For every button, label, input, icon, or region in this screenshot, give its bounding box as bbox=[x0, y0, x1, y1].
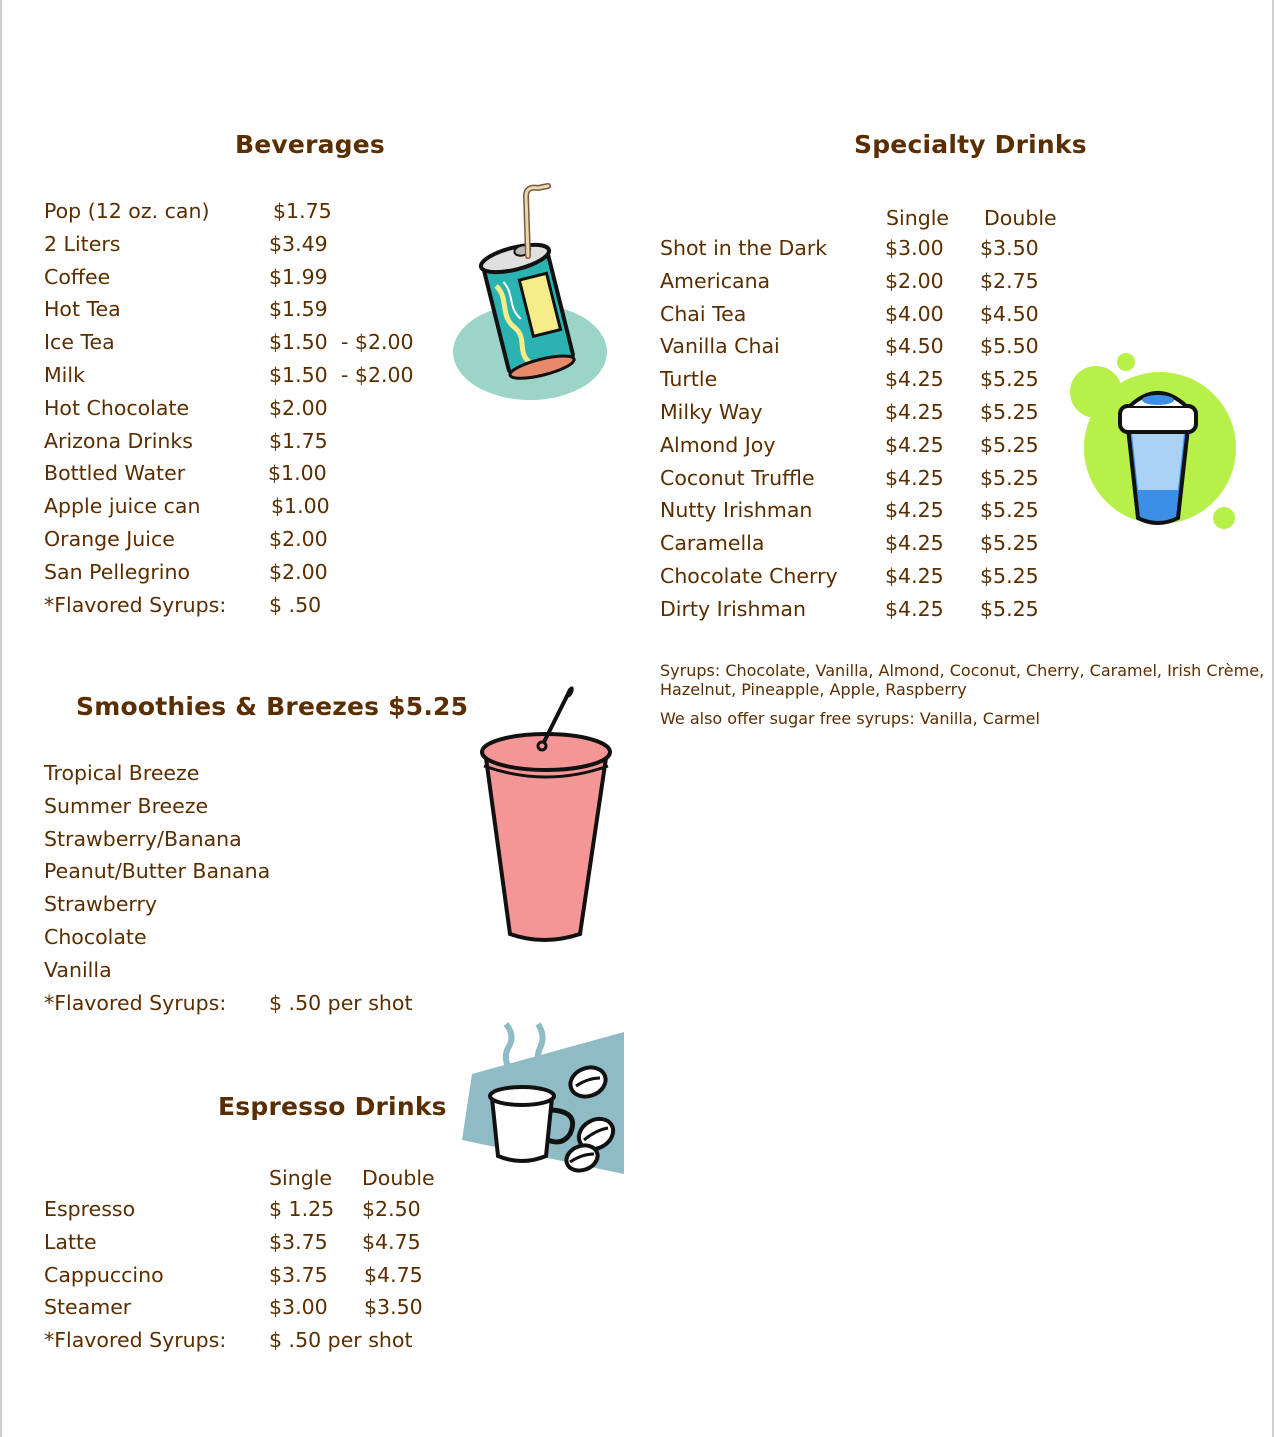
item-price-single: $3.75 bbox=[269, 1262, 328, 1287]
syrups-note-line2: Hazelnut, Pineapple, Apple, Raspberry bbox=[660, 680, 967, 699]
item-name: Americana bbox=[660, 268, 771, 293]
item-name: Cappuccino bbox=[44, 1262, 164, 1287]
item-name: Nutty Irishman bbox=[660, 498, 813, 523]
item-name: Chai Tea bbox=[660, 301, 747, 326]
item-price: $1.59 bbox=[269, 297, 328, 322]
item-price-double: $3.50 bbox=[980, 236, 1039, 260]
espresso-row bbox=[0, 1197, 1274, 1230]
item-price-double: $5.50 bbox=[980, 334, 1039, 359]
specialty-row bbox=[0, 302, 1274, 335]
specialty-heading: Specialty Drinks bbox=[854, 130, 1087, 159]
item-price-alt: - $2.00 bbox=[341, 330, 414, 355]
item-price-single: $4.50 bbox=[885, 334, 944, 359]
item-price-double: $5.25 bbox=[980, 596, 1039, 621]
soda-can-icon bbox=[448, 178, 618, 410]
item-price-double: $5.25 bbox=[980, 498, 1039, 523]
item-price-single: $4.25 bbox=[885, 564, 944, 588]
item-name: Orange Juice bbox=[44, 527, 175, 551]
item-name: Caramella bbox=[660, 531, 765, 556]
item-name: Coconut Truffle bbox=[660, 465, 815, 490]
item-price: $2.00 bbox=[269, 559, 328, 584]
item-name: Strawberry/Banana bbox=[44, 826, 242, 851]
specialty-row bbox=[0, 597, 1274, 630]
item-name: Hot Tea bbox=[44, 297, 121, 322]
syrups-note-line1: Syrups: Chocolate, Vanilla, Almond, Coconut, Cherry, Caramel, Irish Crème, bbox=[660, 661, 1265, 680]
item-price: $1.50 bbox=[269, 363, 328, 387]
item-name: *Flavored Syrups: bbox=[44, 1328, 227, 1353]
espresso-row bbox=[0, 1263, 1274, 1296]
item-name: Milk bbox=[44, 363, 85, 387]
smoothie-row bbox=[0, 794, 1274, 827]
item-name: Pop (12 oz. can) bbox=[44, 199, 210, 223]
item-name: Vanilla bbox=[44, 957, 112, 982]
item-name: Latte bbox=[44, 1229, 97, 1254]
item-price: $1.50 bbox=[269, 330, 328, 355]
item-price: $1.75 bbox=[273, 199, 332, 223]
item-price-single: $4.25 bbox=[885, 465, 944, 490]
item-name: Steamer bbox=[44, 1295, 132, 1320]
item-price-double: $4.75 bbox=[364, 1262, 423, 1287]
item-price: $1.00 bbox=[268, 461, 327, 486]
item-price-double: $3.50 bbox=[364, 1295, 423, 1320]
item-price-single: $ .50 per shot bbox=[269, 1328, 413, 1353]
item-name: Hot Chocolate bbox=[44, 395, 190, 420]
item-price-double: $5.25 bbox=[980, 400, 1039, 424]
item-name: *Flavored Syrups: bbox=[44, 592, 227, 617]
item-name: Strawberry bbox=[44, 892, 158, 917]
item-name: Turtle bbox=[660, 367, 718, 392]
travel-cup-icon bbox=[1068, 350, 1240, 535]
espresso-row bbox=[0, 1230, 1274, 1263]
espresso-double-header: Double bbox=[362, 1166, 435, 1190]
item-price: $3.49 bbox=[269, 231, 328, 256]
specialty-row bbox=[0, 269, 1274, 302]
smoothie-row bbox=[0, 991, 1274, 1024]
item-price-single: $3.00 bbox=[269, 1295, 328, 1320]
item-price: $1.75 bbox=[269, 428, 328, 453]
item-name: 2 Liters bbox=[44, 231, 121, 256]
item-price-double: $5.25 bbox=[980, 465, 1039, 490]
specialty-row bbox=[0, 531, 1274, 564]
item-price-single: $2.00 bbox=[885, 268, 944, 293]
specialty-row bbox=[0, 564, 1274, 597]
item-price: $2.00 bbox=[269, 395, 328, 420]
item-price: $1.00 bbox=[271, 494, 330, 519]
smoothie-row bbox=[0, 827, 1274, 860]
item-price-single: $4.25 bbox=[885, 498, 944, 523]
beverage-row bbox=[0, 199, 1274, 232]
item-price-single: $4.00 bbox=[885, 301, 944, 326]
item-name: Apple juice can bbox=[44, 494, 201, 519]
item-price-double: $5.25 bbox=[980, 564, 1039, 588]
item-name: Espresso bbox=[44, 1197, 136, 1221]
item-name: *Flavored Syrups: bbox=[44, 990, 227, 1015]
item-price: $ .50 per shot bbox=[269, 990, 413, 1015]
item-name: Peanut/Butter Banana bbox=[44, 859, 271, 884]
item-name: Chocolate bbox=[44, 925, 147, 949]
item-price: $1.99 bbox=[269, 264, 328, 289]
smoothies-heading: Smoothies & Breezes $5.25 bbox=[76, 692, 469, 721]
smoothie-row bbox=[0, 925, 1274, 958]
item-price-double: $2.75 bbox=[980, 268, 1039, 293]
item-name: Milky Way bbox=[660, 400, 763, 424]
sugar-free-note: We also offer sugar free syrups: Vanilla, Carmel bbox=[660, 709, 1040, 728]
smoothie-row bbox=[0, 761, 1274, 794]
item-price-double: $4.75 bbox=[362, 1229, 421, 1254]
item-name: Bottled Water bbox=[44, 461, 186, 486]
item-price-double: $2.50 bbox=[362, 1197, 421, 1221]
item-name: Summer Breeze bbox=[44, 793, 209, 818]
item-price-single: $3.75 bbox=[269, 1229, 328, 1254]
item-price-single: $4.25 bbox=[885, 400, 944, 424]
item-name: Almond Joy bbox=[660, 432, 776, 457]
item-price-single: $4.25 bbox=[885, 367, 944, 392]
item-price-double: $4.50 bbox=[980, 301, 1039, 326]
espresso-row bbox=[0, 1328, 1274, 1361]
item-price-single: $ 1.25 bbox=[269, 1197, 335, 1221]
espresso-row bbox=[0, 1295, 1274, 1328]
item-name: San Pellegrino bbox=[44, 559, 191, 584]
item-name: Coffee bbox=[44, 264, 111, 289]
item-name: Arizona Drinks bbox=[44, 428, 193, 453]
espresso-heading: Espresso Drinks bbox=[218, 1092, 447, 1121]
smoothie-cup-icon bbox=[478, 684, 614, 944]
smoothie-row bbox=[0, 892, 1274, 925]
item-name: Dirty Irishman bbox=[660, 596, 806, 621]
item-price: $ .50 bbox=[269, 592, 322, 617]
item-price: $2.00 bbox=[269, 527, 328, 551]
item-name: Vanilla Chai bbox=[660, 334, 780, 359]
item-name: Shot in the Dark bbox=[660, 236, 828, 260]
beverages-heading: Beverages bbox=[235, 130, 385, 159]
item-price-single: $4.25 bbox=[885, 531, 944, 556]
item-price-single: $3.00 bbox=[885, 236, 944, 260]
smoothie-row bbox=[0, 859, 1274, 892]
specialty-double-header: Double bbox=[984, 206, 1057, 230]
espresso-single-header: Single bbox=[269, 1166, 333, 1190]
item-price-double: $5.25 bbox=[980, 432, 1039, 457]
item-price-single: $4.25 bbox=[885, 432, 944, 457]
specialty-single-header: Single bbox=[886, 206, 950, 230]
item-price-double: $5.25 bbox=[980, 367, 1039, 392]
item-price-single: $4.25 bbox=[885, 596, 944, 621]
item-name: Tropical Breeze bbox=[44, 761, 200, 785]
item-price-double: $5.25 bbox=[980, 531, 1039, 556]
specialty-row bbox=[0, 236, 1274, 269]
coffee-mug-icon bbox=[458, 1022, 628, 1178]
item-price-alt: - $2.00 bbox=[341, 363, 414, 387]
smoothie-row bbox=[0, 958, 1274, 991]
item-name: Ice Tea bbox=[44, 330, 115, 355]
item-name: Chocolate Cherry bbox=[660, 564, 838, 588]
